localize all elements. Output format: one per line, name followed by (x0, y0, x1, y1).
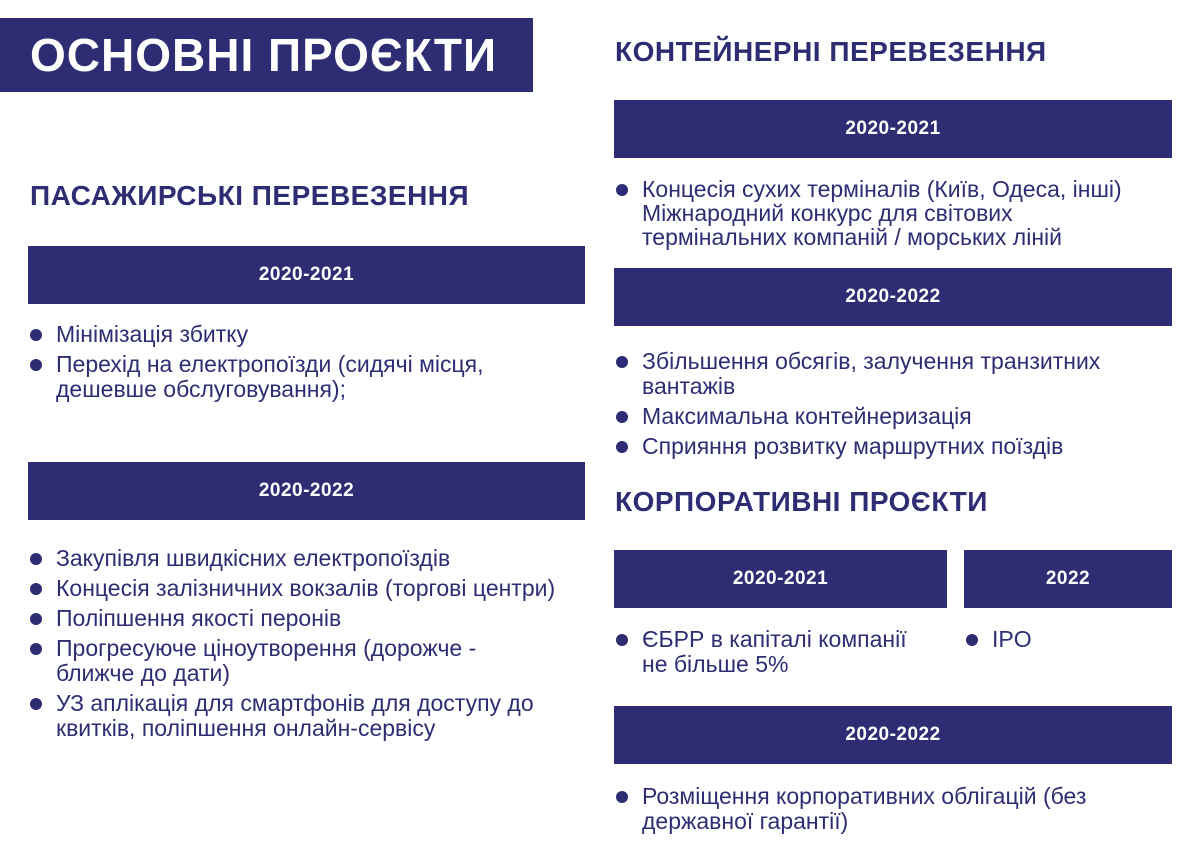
bullet-icon (30, 359, 42, 371)
list-item: Перехід на електропоїзди (сидячі місця, дешевше обслуговування); (28, 352, 526, 402)
passenger-period-2020-2022-list (28, 546, 593, 746)
container-period-2020-2022-bar: 2020-2022 (614, 268, 1172, 326)
list-item: Концесія сухих терміналів (Київ, Одеса, інші) Міжнародний конкурс для світових термінальних компаній / морських ліній (614, 177, 1159, 249)
corporate-period-2020-2022-list (614, 784, 1144, 839)
bullet-icon (30, 643, 42, 655)
bullet-icon (30, 698, 42, 710)
bullet-icon (30, 613, 42, 625)
bullet-icon (966, 634, 978, 646)
list-item: Збільшення обсягів, залучення транзитних вантажів (614, 349, 1162, 399)
bullet-icon (30, 329, 42, 341)
list-item: Закупівля швидкісних електропоїздів (28, 546, 593, 571)
bullet-icon (616, 184, 628, 196)
passenger-period-2020-2021-bar: 2020-2021 (28, 246, 585, 304)
passenger-section-title: ПАСАЖИРСЬКІ ПЕРЕВЕЗЕННЯ (30, 180, 470, 211)
corporate-period-2022-list (964, 627, 1169, 657)
container-period-2020-2022-list (614, 349, 1159, 464)
bullet-icon (616, 441, 628, 453)
passenger-period-2020-2022-bar: 2020-2022 (28, 462, 585, 520)
container-period-2020-2021-bar: 2020-2021 (614, 100, 1172, 158)
bullet-icon (616, 791, 628, 803)
bullet-icon (30, 553, 42, 565)
bullet-icon (616, 634, 628, 646)
list-item: Прогресуюче ціноутворення (дорожче - ближче до дати) (28, 636, 536, 686)
list-item: Мінімізація збитку (28, 322, 588, 347)
corporate-period-2020-2021-bar: 2020-2021 (614, 550, 947, 608)
list-item: IPO (964, 627, 1169, 652)
list-item: Сприяння розвитку маршрутних поїздів (614, 434, 1159, 459)
corporate-period-2020-2022-bar: 2020-2022 (614, 706, 1172, 764)
list-item: ЄБРР в капіталі компанії не більше 5% (614, 627, 912, 677)
corporate-period-2020-2021-list (614, 627, 944, 682)
list-item: Концесія залізничних вокзалів (торгові центри) (28, 576, 593, 601)
corporate-section-title: КОРПОРАТИВНІ ПРОЄКТИ (615, 486, 988, 517)
bullet-icon (616, 356, 628, 368)
list-item: УЗ аплікація для смартфонів для доступу до квитків, поліпшення онлайн-сервісу (28, 691, 556, 741)
page-title: ОСНОВНІ ПРОЄКТИ (0, 18, 533, 92)
list-item: Поліпшення якості перонів (28, 606, 593, 631)
corporate-period-2022-bar: 2022 (964, 550, 1172, 608)
container-period-2020-2021-list (614, 177, 1159, 254)
container-section-title: КОНТЕЙНЕРНІ ПЕРЕВЕЗЕННЯ (615, 36, 1047, 67)
passenger-period-2020-2021-list (28, 322, 588, 407)
bullet-icon (616, 411, 628, 423)
bullet-icon (30, 583, 42, 595)
list-item: Розміщення корпоративних облігацій (без державної гарантії) (614, 784, 1144, 834)
list-item: Максимальна контейнеризація (614, 404, 1159, 429)
